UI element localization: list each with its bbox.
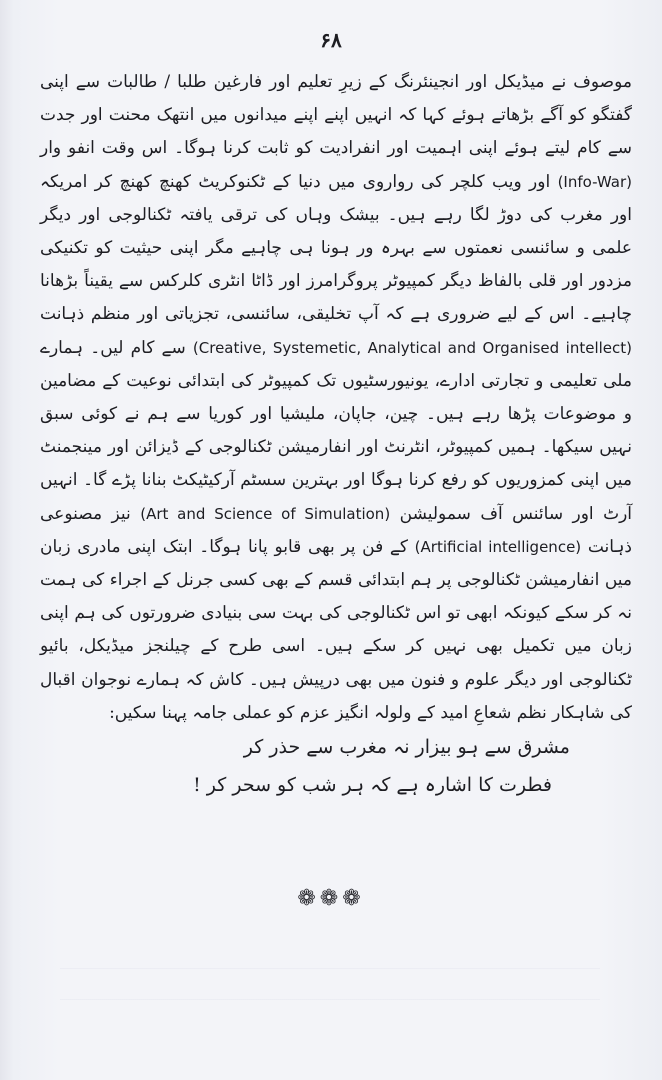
text-after-ai: کے فن پر بھی قابو پانا ہوگا۔ ابتک اپنی مادری زبان میں انفارمیشن ٹکنالوجی پر ہم ابتدائی قسم کے بھی کسی جرنل کے اجراء کی ہمت نہ کر سکے کیونکہ ابھی تو اس ٹکنالوجی کی بہت سی بنیادی ضرورتوں کی ہم اپنی زبان میں تکمیل بھی نہیں کر سکے ہیں۔ اسی طرح کے چیلنجز میڈیکل، بائیو ٹکنالوجی اور دیگر علوم و فنون میں بھی درپیش ہیں۔ کاش کہ ہمارے نوجوان اقبال کی شاہکار نظم شعاعِ امید کے ولولہ انگیز عزم کو عملی جامہ پہنا سکیں: [40, 536, 632, 723]
section-ornament: ❁❁❁ [297, 886, 365, 911]
term-creative-intellect: (Creative, Systemetic, Analytical and Organised intellect) [192, 338, 632, 357]
text-intro: موصوف نے میڈیکل اور انجینئرنگ کے زیرِ تعلیم اور فارغین طلبا / طالبات سے اپنی گفتگو کو آگے بڑھاتے ہوئے کہا کہ انہیں اپنے اپنے میدانوں میں انتھک محنت اور جدت سے کام لیتے ہوئے اپنی اہمیت اور انفرادیت کو ثابت کرنا ہوگا۔ اس وقت انفو وار [40, 72, 632, 159]
iqbal-couplet [150, 728, 570, 804]
text-after-simulation: نیز مصنوعی ذہانت [40, 503, 632, 557]
couplet-line-2: فطرت کا اشارہ ہے کہ ہر شب کو سحر کر ! [193, 774, 552, 796]
term-simulation: (Art and Science of Simulation) [140, 504, 391, 523]
text-after-info-war: اور ویب کلچر کی رواروی میں دنیا کے ٹکنوکریٹ کھنچ کھنچ کر امریکہ اور مغرب کی دوڑ لگا رہے ہیں۔ بیشک وہاں کی ترقی یافتہ ٹکنالوجی اور دیگر علمی و سائنسی نعمتوں سے بہرہ ور ہونا ہی چاہیے مگر اپنی حیثیت کو تکنیکی مزدور اور قلی بالفاظ دیگر کمپیوٹر پروگرامرز اور ڈاٹا انٹری کلرکس سے یقیناً بڑھانا چاہیے۔ اس کے لیے ضروری ہے کہ آپ تخلیقی، سائنسی، تجزیاتی اور منظم ذہانت [40, 171, 632, 325]
show-through-texture [60, 940, 600, 1030]
term-info-war: (Info-War) [557, 172, 632, 191]
body-paragraph [40, 66, 632, 730]
term-artificial-intelligence: (Artificial intelligence) [414, 537, 582, 556]
text-after-creative: سے کام لیں۔ ہمارے ملی تعلیمی و تجارتی ادارے، یونیورسٹیوں تک کمپیوٹر کی ابتدائی نوعیت کے مضامین و موضوعات پڑھا رہے ہیں۔ چین، جاپان، ملیشیا اور کوریا سے ہم نے کوئی سبق نہیں سیکھا۔ ہمیں کمپیوٹر، انٹرنٹ اور انفارمیشن ٹکنالوجی کے ڈیزائن اور مینجمنٹ میں اپنی کمزوریوں کو رفع کرنا ہوگا اور بہترین سسٹم آرکیٹیکٹ بنانا پڑے گا۔ انہیں آرٹ اور سائنس آف سمولیشن [40, 337, 633, 524]
couplet-line-1: مشرق سے ہو بیزار نہ مغرب سے حذر کر [243, 736, 570, 758]
page-number: ۶۸ [320, 28, 342, 52]
